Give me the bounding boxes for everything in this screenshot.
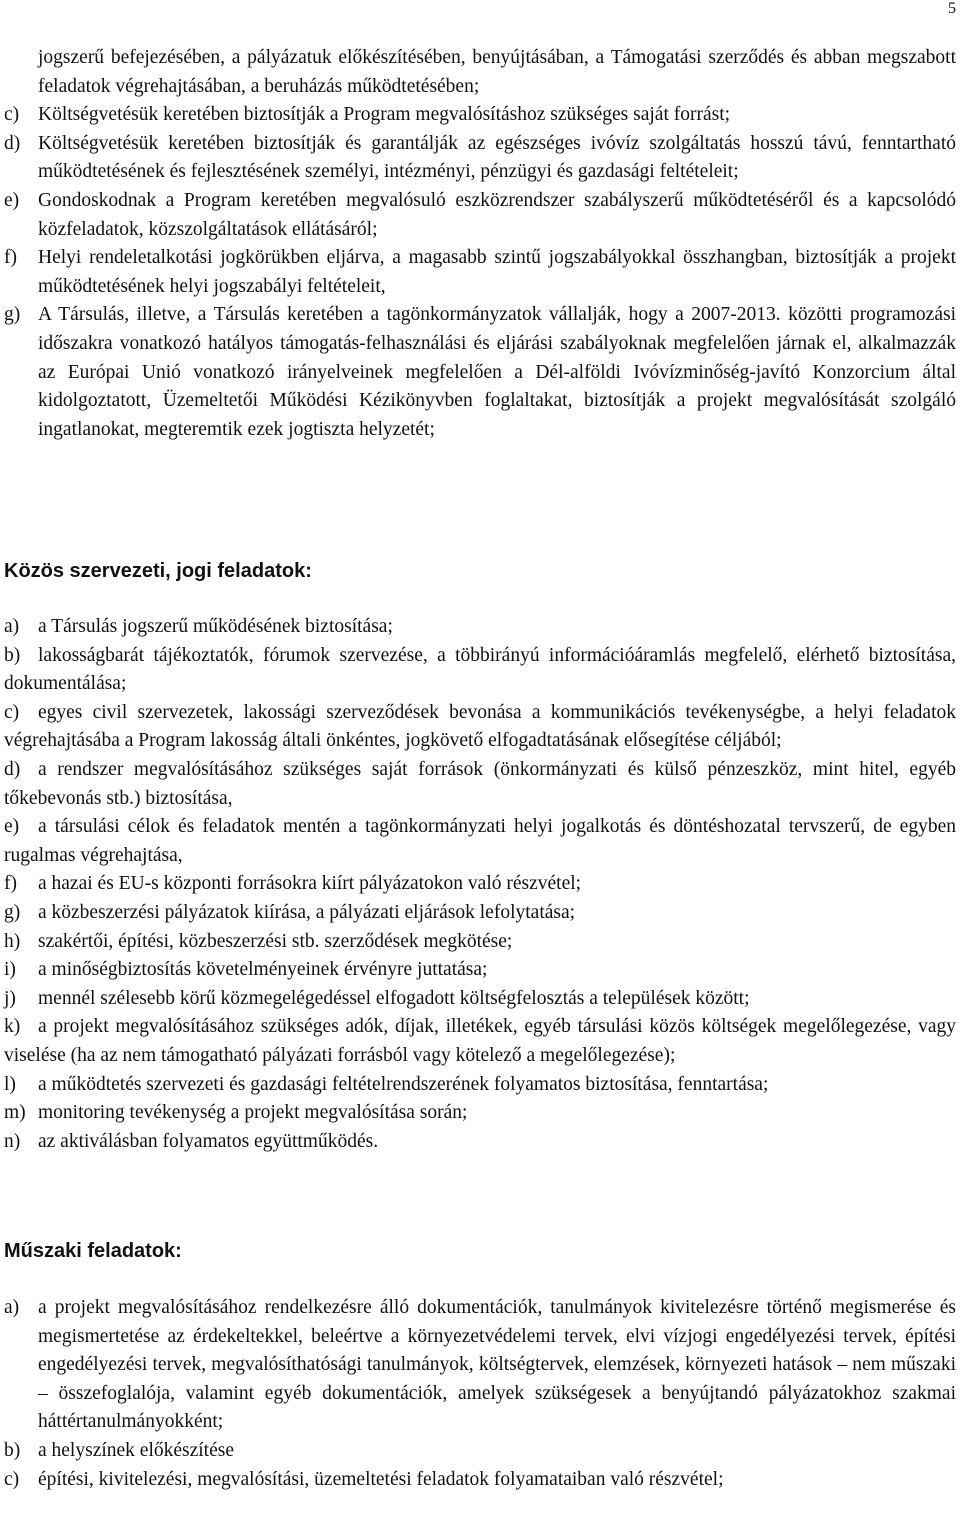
text-block-3 — [4, 1294, 956, 1494]
list-item-letter: d) — [4, 758, 21, 780]
list-item-letter: n) — [4, 1130, 21, 1152]
list-item — [4, 1013, 956, 1070]
list-item-letter: f) — [4, 247, 17, 269]
list-item — [4, 1437, 956, 1466]
list-item — [4, 928, 956, 957]
list-item-text: A Társulás, illetve, a Társulás keretében a tagönkormányzatok vállalják, hogy a 2007-2013. közötti programozási időszakra vonatkozó hatályos támogatás-felhasználási és eljárási szabályoknak megfelelően járnak el, alkalmazzák az Európai Unió vonatkozó irányelveinek megfelelően a Dél-alföldi Ivóvízminőség-javító Konzorcium által kidolgoztatott, Üzemeltetői Működési Kézikönyvben foglaltakat, biztosítják a projekt megvalósítását szolgáló ingatlanokat, megteremtik ezek jogtiszta helyzetét; — [38, 304, 956, 440]
list-item-text: egyes civil szervezetek, lakossági szerveződések bevonása a kommunikációs tevékenységbe, a helyi feladatok végrehajtásába a Program lakosság általi önkéntes, jogkövető elfogadtatásának elősegítése céljából; — [4, 701, 956, 752]
list-item — [4, 613, 956, 642]
list-item-letter: b) — [4, 1439, 21, 1461]
list-item-text: monitoring tevékenység a projekt megvalósítása során; — [38, 1102, 468, 1124]
list-item-letter: m) — [4, 1102, 26, 1124]
list-item — [4, 130, 956, 187]
list-item — [4, 699, 956, 756]
list-item — [4, 1466, 956, 1495]
list-item-text: mennél szélesebb körű közmegelégedéssel elfogadott költségfelosztás a települések között; — [38, 987, 750, 1009]
list-item-text: a társulási célok és feladatok mentén a tagönkormányzati helyi jogalkotás és döntéshozatal tervszerű, de egyben rugalmas végrehajtása, — [4, 816, 956, 866]
list-item — [4, 1294, 956, 1437]
list-item — [4, 642, 956, 699]
list-item-letter: e) — [4, 816, 20, 838]
list-item-text: a projekt megvalósításához szükséges adók, díjak, illetékek, egyéb társulási közös költségek megelőlegezése, vagy viselése (ha az nem támogatható pályázati forrásból vagy kötelező a megelőlegezése); — [4, 1016, 956, 1066]
list-item-text: a helyszínek előkészítése — [38, 1439, 234, 1461]
list-item-letter: b) — [4, 644, 21, 666]
list-item-letter: a) — [4, 616, 20, 637]
list-item — [4, 813, 956, 870]
list-item-text: a hazai és EU-s központi forrásokra kiírt pályázatokon való részvétel; — [38, 873, 582, 895]
list-item — [4, 985, 956, 1014]
list-item — [4, 301, 956, 444]
list-item-letter: a) — [4, 1297, 20, 1318]
list-item — [4, 244, 956, 301]
list-item — [4, 1128, 956, 1157]
list-item — [4, 756, 956, 813]
section-heading-muszaki: Műszaki feladatok: — [4, 1240, 182, 1262]
list-item-text: a projekt megvalósításához rendelkezésre álló dokumentációk, tanulmányok kivitelezésre történő megismerése és megismertetése az érdekeltekkel, beleértve a környezetvédelemi tervek, elvi vízjogi engedélyezési tervek, építési engedélyezési tervek, megvalósíthatósági tanulmányok, költségtervek, elemzések, környezeti hatások – nem műszaki – összefoglalója, valamint egyéb dokumentációk, amelyek szükségesek a benyújtandó pályázatokhoz szakmai háttértanulmányokként; — [38, 1297, 956, 1433]
list-item-text: Költségvetésük keretében biztosítják a Program megvalósításhoz szükséges saját forrást; — [38, 104, 731, 126]
text-block-1 — [4, 44, 956, 444]
list-item-text: a rendszer megvalósításához szükséges saját források (önkormányzati és külső pénzeszköz, mint hitel, egyéb tőkebevonás stb.) biztosítása, — [4, 758, 956, 809]
list-item-letter: j) — [4, 987, 16, 1009]
list-item-letter: h) — [4, 930, 21, 952]
list-item — [4, 1071, 956, 1100]
list-item — [4, 899, 956, 928]
list-item-text: Gondoskodnak a Program keretében megvalósuló eszközrendszer szabályszerű működtetéséről és a kapcsolódó közfeladatok, közszolgáltatások ellátásáról; — [38, 189, 956, 240]
list-item-letter: c) — [4, 701, 20, 723]
list-item — [4, 101, 956, 130]
list-item-text: építési, kivitelezési, megvalósítási, üzemeltetési feladatok folyamataiban való részvétel; — [38, 1468, 724, 1490]
list-item-letter: g) — [4, 901, 21, 923]
list-item-text: az aktiválásban folyamatos együttműködés. — [38, 1130, 379, 1152]
list-item — [4, 870, 956, 899]
list-item-letter: l) — [4, 1073, 16, 1095]
list-item-letter: e) — [4, 189, 20, 211]
list-item-text: a minőségbiztosítás követelményeinek érvényre juttatása; — [38, 959, 488, 981]
list-item — [4, 187, 956, 244]
list-item-text: a működtetés szervezeti és gazdasági feltételrendszerének folyamatos biztosítása, fenntartása; — [38, 1073, 769, 1095]
list-item — [4, 956, 956, 985]
section-heading-kozos: Közös szervezeti, jogi feladatok: — [4, 560, 312, 582]
list-item-letter: i) — [4, 959, 16, 981]
list-item-text: Helyi rendeletalkotási jogkörükben eljárva, a magasabb szintű jogszabályokkal összhangban, biztosítják a projekt működtetésének helyi jogszabályi feltételeit, — [38, 247, 956, 297]
list-item-text: Költségvetésük keretében biztosítják és garantálják az egészséges ivóvíz szolgáltatás hosszú távú, fenntartható működtetésének és fejlesztésének személyi, intézményi, pénzügyi és gazdasági feltételeit; — [38, 132, 956, 183]
list-item-letter: c) — [4, 1468, 20, 1490]
list-item-letter: g) — [4, 304, 21, 326]
text-block-2 — [4, 613, 956, 1156]
list-item-text: szakértői, építési, közbeszerzési stb. szerződések megkötése; — [38, 930, 513, 952]
list-item — [4, 1099, 956, 1128]
list-item-letter: d) — [4, 132, 21, 154]
list-item-letter: k) — [4, 1016, 21, 1038]
list-item-letter: c) — [4, 104, 20, 126]
list-item-text: a közbeszerzési pályázatok kiírása, a pályázati eljárások lefolytatása; — [38, 901, 576, 923]
page-number: 5 — [948, 0, 956, 17]
continuation-paragraph: jogszerű befejezésében, a pályázatuk előkészítésében, benyújtásában, a Támogatási szerződés és abban megszabott feladatok végrehajtásában, a beruházás működtetésében; — [38, 47, 956, 97]
list-item-letter: f) — [4, 873, 17, 895]
list-item-text: lakosságbarát tájékoztatók, fórumok szervezése, a többirányú információáramlás megfelelő, elérhető biztosítása, dokumentálása; — [4, 644, 956, 695]
list-item-text: a Társulás jogszerű működésének biztosítása; — [38, 616, 393, 637]
